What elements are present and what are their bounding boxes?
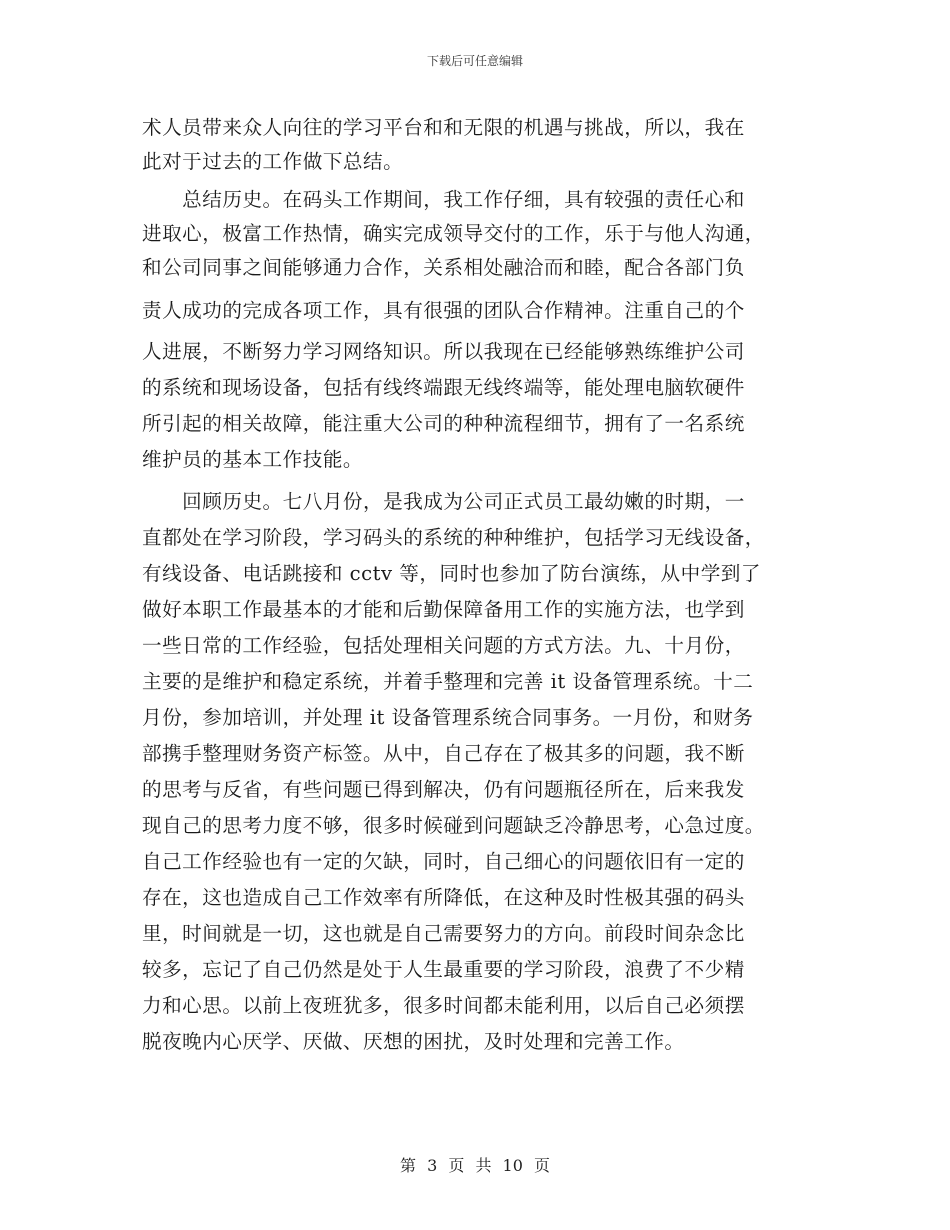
text-line: 部携手整理财务资产标签。从中，自己存在了极其多的问题，我不断: [142, 742, 745, 765]
text-line: 脱夜晚内心厌学、厌做、厌想的困扰，及时处理和完善工作。: [142, 1030, 685, 1053]
text-line: 存在，这也造成自己工作效率有所降低，在这种及时性极其强的码头: [142, 886, 745, 909]
text-line: 责人成功的完成各项工作，具有很强的团队合作精神。注重自己的个: [142, 299, 745, 322]
text-line: 进取心，极富工作热情，确实完成领导交付的工作，乐于与他人沟通，: [142, 222, 765, 245]
text-line: 此对于过去的工作做下总结。: [142, 150, 404, 173]
text-line: 自己工作经验也有一定的欠缺，同时，自己细心的问题依旧有一定的: [142, 850, 745, 873]
text-line: 一些日常的工作经验，包括处理相关问题的方式方法。九、十月份，: [142, 634, 745, 657]
text-line: 的系统和现场设备，包括有线终端跟无线终端等，能处理电脑软硬件: [142, 376, 745, 399]
text-line: 维护员的基本工作技能。: [142, 448, 364, 471]
text-line: 的思考与反省，有些问题已得到解决，仍有问题瓶径所在，后来我发: [142, 778, 745, 801]
text-line: 较多，忘记了自己仍然是处于人生最重要的学习阶段，浪费了不少精: [142, 958, 745, 981]
text-line: 有线设备、电话跳接和 cctv 等，同时也参加了防台演练，从中学到了: [142, 562, 761, 585]
text-line: 人进展，不断努力学习网络知识。所以我现在已经能够熟练维护公司: [142, 340, 745, 363]
text-line: 月份，参加培训，并处理 it 设备管理系统合同事务。一月份，和财务: [142, 706, 754, 729]
text-line: 术人员带来众人向往的学习平台和和无限的机遇与挑战，所以，我在: [142, 116, 745, 139]
page-number-footer: 第 3 页 共 10 页: [400, 1156, 550, 1175]
text-line: 力和心思。以前上夜班犹多，很多时间都未能利用，以后自己必须摆: [142, 994, 745, 1017]
text-line: 回顾历史。七八月份，是我成为公司正式员工最幼嫩的时期，一: [142, 490, 745, 513]
page-header-note: 下载后可任意编辑: [426, 54, 523, 68]
text-line: 主要的是维护和稳定系统，并着手整理和完善 it 设备管理系统。十二: [142, 670, 754, 693]
text-line: 直都处在学习阶段，学习码头的系统的种种维护，包括学习无线设备，: [142, 526, 765, 549]
text-line: 做好本职工作最基本的才能和后勤保障备用工作的实施方法，也学到: [142, 598, 745, 621]
text-line: 现自己的思考力度不够，很多时候碰到问题缺乏冷静思考，心急过度。: [142, 814, 765, 837]
text-line: 所引起的相关故障，能注重大公司的种种流程细节，拥有了一名系统: [142, 412, 745, 435]
text-line: 里，时间就是一切，这也就是自己需要努力的方向。前段时间杂念比: [142, 922, 745, 945]
text-line: 和公司同事之间能够通力合作，关系相处融洽而和睦，配合各部门负: [142, 256, 745, 279]
text-line: 总结历史。在码头工作期间，我工作仔细，具有较强的责任心和: [142, 188, 745, 211]
